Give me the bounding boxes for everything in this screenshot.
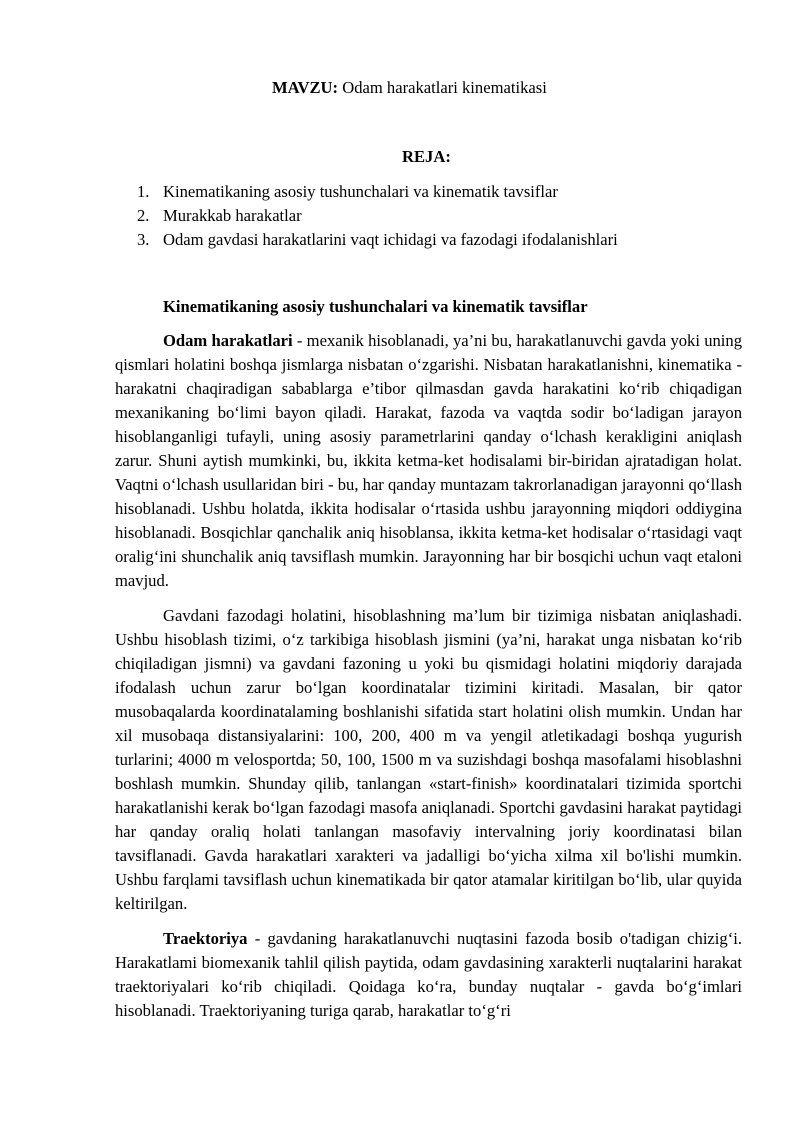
title-text: Odam harakatlari kinematikasi: [338, 78, 547, 97]
paragraph-text: - gavdaning harakatlanuvchi nuqtasini fazoda bosib o'tadigan chizig‘i. Harakatlami biomexanik tahlil qilish paytida, odam gavdasining xarakterli nuqtalarini harakat traektoriyalari ko‘rib chiqiladi. Qoidaga ko‘ra, bunday nuqtalar - gavda bo‘g‘imlari hisoblanadi. Traektoriyaning turiga qarab, harakatlar to‘g‘ri: [115, 929, 742, 1020]
paragraph-term: Traektoriya: [163, 929, 248, 948]
plan-item: [137, 204, 618, 228]
plan-item-number: 3.: [137, 230, 150, 249]
paragraph: [115, 329, 742, 593]
plan-heading: REJA:: [402, 147, 451, 166]
paragraph: [115, 604, 742, 916]
paragraph-term: Odam harakatlari: [163, 331, 293, 350]
title-label: MAVZU:: [272, 78, 339, 97]
paragraph-text: Gavdani fazodagi holatini, hisoblashning ma’lum bir tizimiga nisbatan aniqlashadi. Ushbu hisoblash tizimi, o‘z tarkibiga hisoblash jismini (ya’ni, harakat unga nisbatan ko‘rib chiqiladigan jismni) va gavdani fazoning u yoki bu qismidagi holatini miqdoriy darajada ifodalash uchun zarur bo‘lgan koordinatalar tizimini kiritadi. Masalan, bir qator musobaqalarda koordinatalaming boshlanishi sifatida start holatini olish mumkin. Undan har xil musobaqa distansiyalarini: 100, 200, 400 m va yengil atletikadagi boshqa yugurish turlarini; 4000 m velosportda; 50, 100, 1500 m va suzishdagi boshqa masofalami hisoblashni boshlash mumkin. Shunday qilib, tanlangan «start-finish» koordinatalari tizimida sportchi harakatlanishi kerak bo‘lgan fazodagi masofa aniqlanadi. Sportchi gavdasini harakat paytidagi har qanday oraliq holati tanlangan masofaviy intervalning joriy koordinatasi bilan tavsiflanadi. Gavda harakatlari xarakteri va jadalligi bo‘yicha xilma xil bo'lishi mumkin. Ushbu farqlami tavsiflash uchun kinematikada bir qator atamalar kiritilgan bo‘lib, ular quyida keltirilgan.: [115, 606, 742, 913]
plan-item-text: Kinematikaning asosiy tushunchalari va kinematik tavsiflar: [163, 182, 558, 201]
plan-item: [137, 180, 618, 204]
plan-item: [137, 228, 618, 252]
plan-item-number: 1.: [137, 182, 150, 201]
plan-item-text: Murakkab harakatlar: [163, 206, 302, 225]
paragraph-text: - mexanik hisoblanadi, ya’ni bu, harakatlanuvchi gavda yoki uning qismlari holatini boshqa jismlarga nisbatan o‘zgarishi. Nisbatan harakatlanishni, kinematika - harakatni chaqiradigan sabablarga e’tibor qilmasdan gavda harakatini ko‘rib chiqadigan mexanikaning bo‘limi bayon qiladi. Harakat, fazoda va vaqtda sodir bo‘ladigan jarayon hisoblanganligi tufayli, uning asosiy parametrlarini qanday o‘lchash kerakligini aniqlash zarur. Shuni aytish mumkinki, bu, ikkita ketma-ket hodisalami bir-biridan ajratadigan holat. Vaqtni o‘lchash usullaridan biri - bu, har qanday muntazam takrorlanadigan jarayonni qo‘llash hisoblanadi. Ushbu holatda, ikkita hodisalar o‘rtasida ushbu jarayonning miqdori oddiygina hisoblanadi. Bosqichlar qanchalik aniq hisoblansa, ikkita ketma-ket hodisalar o‘rtasidagi vaqt oralig‘ini shunchalik aniq tavsiflash mumkin. Jarayonning har bir bosqichi uchun vaqt etaloni mavjud.: [115, 331, 742, 590]
plan-list: [137, 180, 618, 252]
document-title: [272, 76, 547, 100]
paragraph: [115, 927, 742, 1023]
plan-item-text: Odam gavdasi harakatlarini vaqt ichidagi va fazodagi ifodalanishlari: [163, 230, 618, 249]
section-heading: Kinematikaning asosiy tushunchalari va kinematik tavsiflar: [163, 297, 588, 316]
section-body: [115, 329, 742, 1034]
plan-item-number: 2.: [137, 206, 150, 225]
